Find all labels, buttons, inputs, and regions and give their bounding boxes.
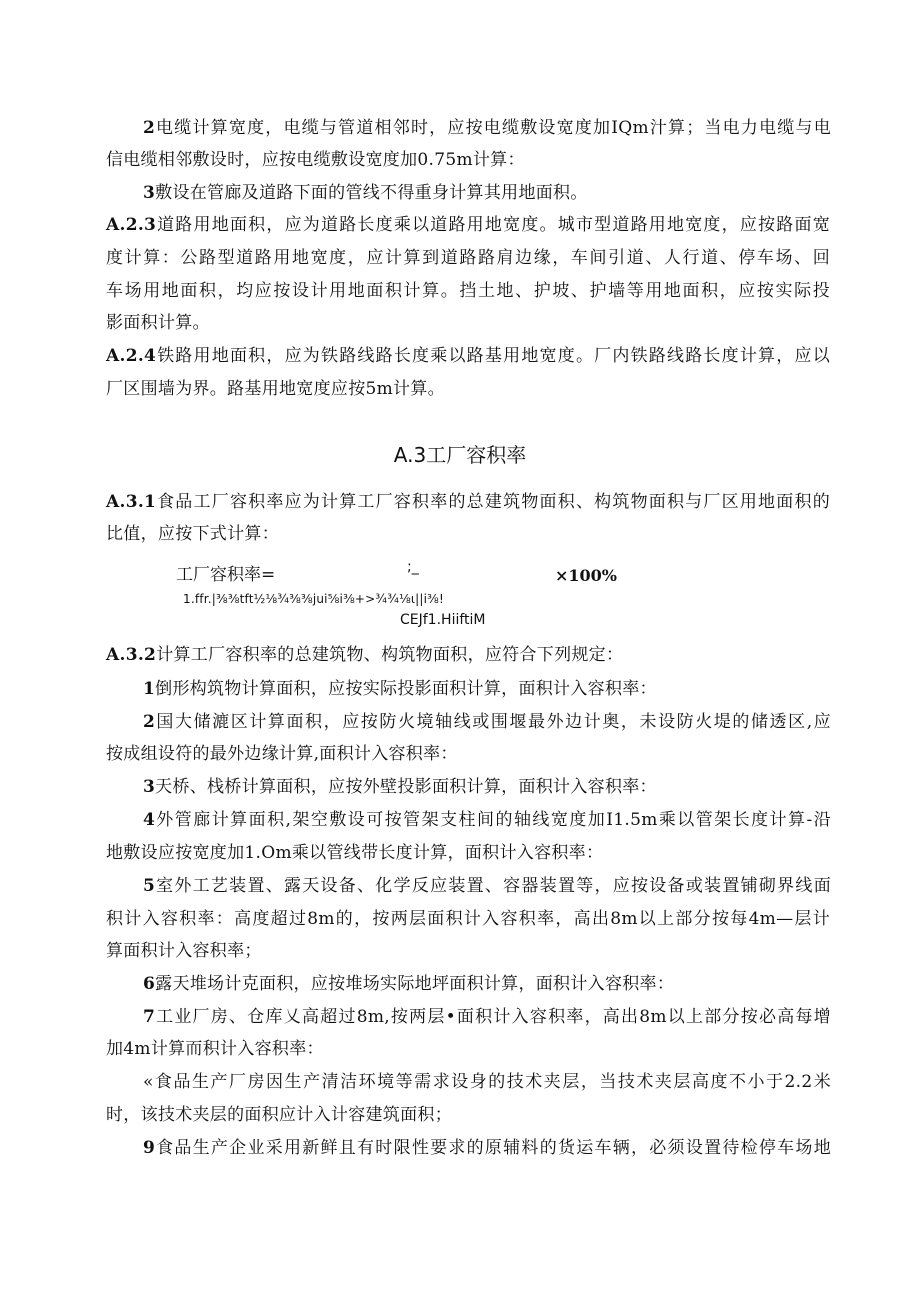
clause-text: 道路用地面积，应为道路长度乘以道路用地宽度。城市型道路用地宽度，应按路面宽: [156, 215, 830, 235]
formula-garbled-text: 1.ffr.|⅜⅜tft½⅛¾⅜⅜jui⅝i⅜+>¾¾⅛ι||i⅜!: [183, 592, 445, 606]
item-text: 室外工艺装置、露天设备、化学反应装置、容器装置等，应按设备或装置铺砌界线面: [155, 876, 831, 896]
list-item-2-line2: 按成组设符的最外边缘计算,面积计入容积率：: [106, 744, 458, 764]
paragraph-text: 电缆计算宽度，电缆与管道相邻时，应按电缆敷设宽度加IQm汁算；当电力电缆与电: [155, 118, 831, 138]
item-text: 倒形构筑物计算面积，应按实际投影面积计算，面积计入容积率：: [155, 679, 657, 699]
list-item-2-line1: [143, 710, 831, 734]
clause-number: A.2.4: [106, 346, 157, 366]
list-item-3: [143, 775, 657, 799]
clause-a331-line2: 比值，应按下式计算：: [106, 524, 279, 544]
list-item-4-line2: 地敷设应按宽度加1.Om乘以管线带长度计算，面积计入容积率：: [106, 843, 604, 863]
formula-label: 工厂容积率=: [176, 565, 276, 585]
paragraph-text: 敷设在管廊及道路下面的管线不得重身计算其用地面积。: [155, 183, 588, 203]
list-item-7-line1: [143, 1005, 831, 1029]
clause-text: 食品工厂容积率应为计算工厂容积率的总建筑物面积、构筑物面积与厂区用地面积的: [156, 492, 830, 512]
clause-a223-line4: 影面积计算。: [106, 313, 210, 333]
list-item-8-line1: [143, 1070, 831, 1094]
item-text: 食品生产厂房因生产清洁环境等需求设身的技术夹层，当技术夹层高度不小于2.2米: [153, 1072, 831, 1092]
item-text: 天桥、栈桥计算面积，应按外壁投影面积计算，面积计入容积率：: [155, 777, 657, 797]
clause-a332: [106, 643, 623, 667]
clause-a224-line2: 厂区围墙为界。路基用地宽度应按5m计算。: [106, 379, 445, 399]
paragraph-cable-width-line2: 信电缆相邻敷设时，应按电缆敷设宽度加0.75m计算：: [106, 150, 525, 170]
list-item-5-line3: 算面积计入容积率；: [106, 941, 262, 961]
clause-a223-line2: 度计算：公路型道路用地宽度，应计算到道路路肩边缘，车间引道、人行道、停车场、回: [106, 248, 830, 268]
list-item-7-line2: 加4m计算而积计入容积率：: [106, 1039, 324, 1059]
clause-a331-line1: [106, 490, 830, 514]
item-number: 6: [143, 974, 156, 994]
item-number: 7: [143, 1007, 156, 1027]
clause-a224-line1: [106, 344, 830, 368]
list-item-8-line2: 时，该技术夹层的面积应计入计容建筑面积；: [106, 1105, 452, 1125]
item-number: 9: [143, 1138, 156, 1158]
item-text: 露天堆场计克面积，应按堆场实际地坪面积计算，面积计入容积率：: [155, 974, 675, 994]
item-text: 外管廊计算面积,架空敷设可按管架支柱间的轴线宽度加I1.5m乘以管架长度计算-沿: [155, 810, 831, 830]
list-item-5-line1: [143, 874, 831, 898]
item-number: 3: [143, 183, 156, 203]
item-text: 工业厂房、仓库乂高超过8m,按两层•面积计入容积率，高出8m以上部分按必高每增: [155, 1007, 831, 1027]
item-text: 食品生产企业采用新鲜且有时限性要求的原辅料的货运车辆，必须设置待检停车场地: [155, 1138, 831, 1158]
clause-number: A.3.2: [106, 645, 157, 665]
item-number: 5: [143, 876, 156, 896]
formula-denominator: CEJf1.HiiftiM: [400, 612, 486, 628]
item-number: «: [143, 1072, 154, 1092]
paragraph-pipe-gallery: [143, 181, 588, 205]
clause-a223-line3: 车场用地面积，均应按设计用地面积计算。挡土地、护坡、护墙等用地面积，应按实际投: [106, 281, 830, 301]
paragraph-cable-width-line1: [143, 116, 831, 140]
list-item-5-line2: 积计入容积率：高度超过8m的，按两层面积计入容积率，高出8m以上部分按每4m—层计: [106, 909, 830, 929]
clause-number: A.3.1: [106, 492, 157, 512]
list-item-9: [143, 1136, 831, 1160]
section-heading: A.3工厂容积率: [393, 443, 527, 467]
clause-text: 铁路用地面积，应为铁路线路长度乘以路基用地宽度。厂内铁路线路长度计算，应以: [156, 346, 830, 366]
item-number: 2: [143, 712, 156, 732]
item-number: 1: [143, 679, 156, 699]
list-item-1: [143, 677, 657, 701]
clause-number: A.2.3: [106, 215, 157, 235]
clause-a223-line1: [106, 213, 830, 237]
item-text: 国大储漉区计算面积，应按防火境轴线或围堰最外边计奥，未设防火堤的储透区,应: [155, 712, 831, 732]
formula-numerator: ;_: [407, 559, 419, 575]
formula-percent: ×100%: [555, 566, 618, 585]
list-item-4-line1: [143, 808, 831, 832]
list-item-6: [143, 972, 674, 996]
item-number: 3: [143, 777, 156, 797]
item-number: 4: [143, 810, 156, 830]
item-number: 2: [143, 118, 156, 138]
clause-text: 计算工厂容积率的总建筑物、构筑物面积，应符合下列规定：: [156, 645, 624, 665]
